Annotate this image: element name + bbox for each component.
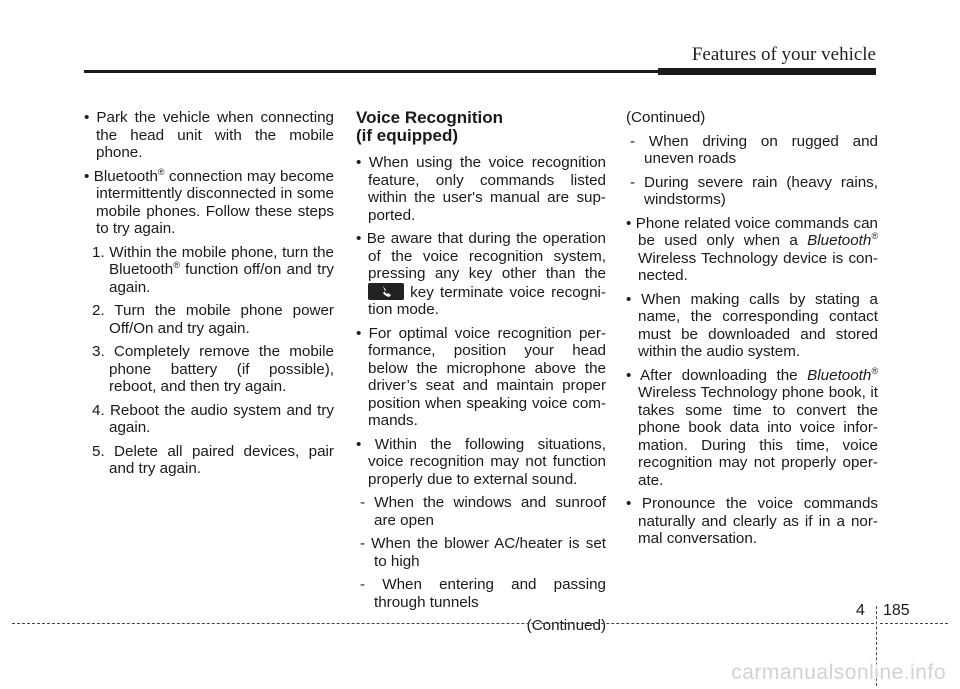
list-item: • Phone related voice commands can be used only when a Bluetooth® Wireless Technology device is con- nected. [626,214,879,284]
list-item: • After downloading the Bluetooth® Wireless Technology phone book, it takes some time to convert the phone book data into voice infor- mation. During this time, voice recognition may not properly oper- ate. [626,365,878,489]
sub-list-item: - When entering and passing through tunnels [360,576,606,611]
footer-divider [12,623,874,624]
list-item: • Be aware that during the operation of the voice recognition system, pressing any key other than the key terminate voice recogni- tion mode. [356,230,606,318]
column-2 [356,109,606,641]
header-rule-accent [658,68,876,75]
voice-recognition-key-icon [368,283,404,300]
list-item: • Park the vehicle when connecting the head unit with the mobile phone. [84,109,334,161]
list-item: • When using the voice recognition feature, only commands listed within the user's manual are sup- ported. [356,154,606,224]
list-item: • When making calls by stating a name, the corresponding contact must be downloaded and stored within the audio system. [626,290,878,360]
sub-list-item: - When the windows and sunroof are open [360,494,606,529]
list-item: • Bluetooth® connection may become intermittently disconnected in some mobile phones. Follow these steps to try again. [84,166,334,237]
chapter-number: 4 [856,602,865,619]
list-item: • Within the following situations, voice recognition may not function properly due to external sound. [356,435,606,488]
sub-list-item: - During severe rain (heavy rains, windstorms) [630,173,878,208]
continued-label: (Continued) [626,109,706,126]
footer-divider [880,623,948,624]
list-item: • For optimal voice recognition per- formance, position your head below the microphone above the driver’s seat and maintain proper position when speaking voice com- mands. [356,324,606,429]
page-header-title: Features of your vehicle [691,44,876,65]
numbered-step: 5. Delete all paired devices, pair and try again. [92,442,334,477]
numbered-step: 3. Completely remove the mobile phone battery (if possible), reboot, and then try again. [92,343,334,395]
numbered-step: 2. Turn the mobile phone power Off/On and try again. [92,302,334,337]
watermark: carmanualsonline.info [731,661,946,684]
page-number: 185 [883,602,910,619]
continued-label: (Continued) [526,617,606,634]
column-3 [626,109,878,554]
sub-list-item: - When driving on rugged and uneven roads [630,132,878,167]
list-item: • Pronounce the voice commands naturally and clearly as if in a nor- mal conversation. [626,495,878,547]
section-heading: Voice Recognition (if equipped) [356,108,504,145]
numbered-step: 1. Within the mobile phone, turn the Bluetooth® function off/on and try again. [92,243,334,296]
sub-list-item: - When the blower AC/heater is set to high [360,535,606,570]
column-1 [84,109,334,484]
numbered-step: 4. Reboot the audio system and try again. [92,401,334,436]
